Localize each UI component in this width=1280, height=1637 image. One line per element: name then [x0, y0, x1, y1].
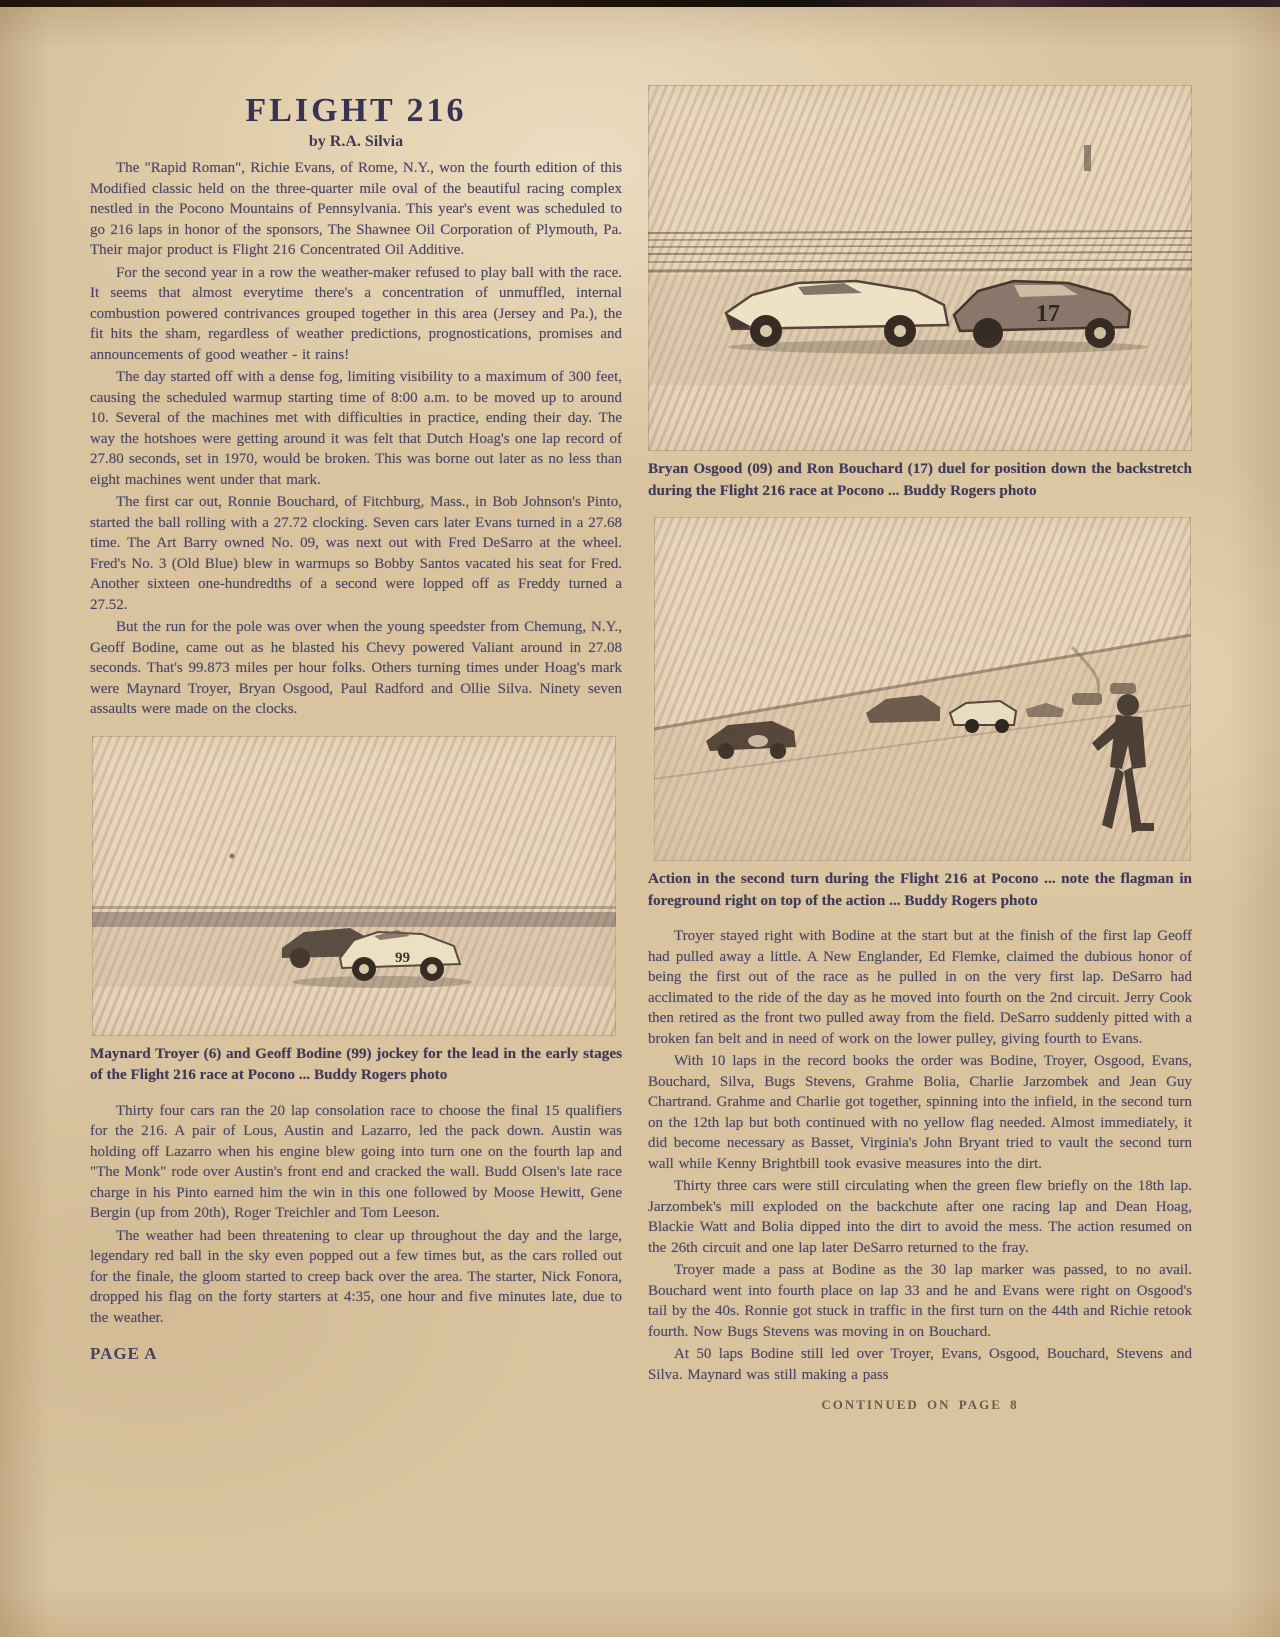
car-number-label: 99	[395, 949, 410, 966]
pole-marker	[1084, 145, 1091, 171]
car-shadow	[292, 976, 472, 988]
body-paragraph: With 10 laps in the record books the order was Bodine, Troyer, Osgood, Evans, Bouchard, Silva, Bugs Stevens, Grahme Bolia, Charlie Jarzombek and Jean Guy Chartrand. Grahme and Charlie got together, spinning into the infield, in the second turn on the 12th lap but both continued with no yellow flag needed. Almost immediately, it did become necessary as Basset, Virginia's John Bryant tried to vault the second turn wall while Kenny Brightbill took evasive measures into the dirt.	[648, 1053, 1192, 1172]
body-paragraph: For the second year in a row the weather-maker refused to play ball with the race. It seems that almost everytime there's a concentration of unmuffled, internal combustion powered contrivances grouped together in this area (Jersey and Pa.), the fit hits the sham, regardless of weather predictions, prognostications, promises and announcements of good weather - it rains!	[90, 264, 622, 363]
scan-speck	[230, 853, 235, 858]
body-paragraph: Troyer made a pass at Bodine as the 30 lap marker was passed, to no avail. Bouchard went into fourth place on lap 33 and he and Evans were right on Osgood's tail by the 40s. Ronnie got stuck in traffic in the first turn on the 44th and Richie retook fourth. Now Bugs Stevens was moving in on Bouchard.	[648, 1262, 1192, 1340]
photo-caption: Maynard Troyer (6) and Geoff Bodine (99) jockey for the lead in the early stages of the Flight 216 race at Pocono ... Buddy Rogers photo	[90, 1044, 622, 1083]
body-paragraph: At 50 laps Bodine still led over Troyer, Evans, Osgood, Bouchard, Stevens and Silva. Maynard was still making a pass	[648, 1346, 1192, 1383]
body-paragraph: Thirty four cars ran the 20 lap consolation race to choose the final 15 qualifiers for the 216. A pair of Lous, Austin and Lazarro, led the pack down. Austin was holding off Lazarro when his engine blew going into turn one on the fourth lap and "The Monk" rode over Austin's front end and cracked the wall. Budd Olsen's late race charge in his Pinto earned him the win in this one followed by Moose Hewitt, Gene Bergin (up from 20th), Roger Treichler and Tom Leeson.	[90, 1102, 622, 1221]
horizon-band	[92, 912, 616, 927]
photo-second-turn-action	[654, 517, 1191, 861]
car-shadow	[728, 340, 1148, 354]
photo-illustration	[654, 517, 1191, 861]
body-paragraph: The day started off with a dense fog, limiting visibility to a maximum of 300 feet, causing the scheduled warmup starting time of 8:00 a.m. to be moved up to around 10. Several of the machines met with difficulties in practice, ending their day. The way the hotshoes were getting around it was felt that Dutch Hoag's one lap record of 27.80 seconds, set in 1970, would be broken. This was borne out later as no less than eight machines went under that mark.	[90, 369, 622, 488]
photo-troyer-bodine-duel	[92, 736, 616, 1036]
photo-caption: Action in the second turn during the Flight 216 at Pocono ... note the flagman in foreground right on top of the action ... Buddy Rogers photo	[648, 870, 1192, 909]
article-byline: by R.A. Silvia	[308, 133, 404, 150]
body-paragraph: But the run for the pole was over when the young speedster from Chemung, N.Y., Geoff Bodine, came out as he blasted his Chevy powered Valiant around in 27.08 seconds. That's 99.873 miles per hour folks. Others turning times under Hoag's mark were Maynard Troyer, Bryan Osgood, Paul Radford and Ollie Silva. Ninety seven assaults were made on the clocks.	[90, 619, 622, 717]
continued-on-page-note: CONTINUED ON PAGE 8	[821, 1397, 1019, 1412]
body-paragraph: Thirty three cars were still circulating when the green flew briefly on the 18th lap. Jarzombek's mill exploded on the backchute after one racing lap and Dean Hoag, Blackie Watt and Bolia dipped into the dirt to avoid the mess. The action resumed on the 26th circuit and one lap later DeSarro returned to the fray.	[648, 1178, 1192, 1256]
body-paragraph: The first car out, Ronnie Bouchard, of Fitchburg, Mass., in Bob Johnson's Pinto, started the ball rolling with a 27.72 clocking. Seven cars later Evans turned in a 27.68 time. The Art Barry owned No. 09, was next out with Fred DeSarro at the wheel. Fred's No. 3 (Old Blue) blew in warmups so Bobby Santos vacated his seat for Fred. Another sixteen one-hundredths of a second were lopped off as Freddy turned a 27.52.	[90, 494, 622, 613]
left-column	[90, 92, 622, 1364]
photo-backstretch-duel	[648, 85, 1192, 451]
fence-lines	[648, 231, 1192, 271]
photo-illustration	[648, 85, 1192, 451]
body-paragraph: The "Rapid Roman", Richie Evans, of Rome, N.Y., won the fourth edition of this Modified classic held on the three-quarter mile oval of the beautiful racing complex nestled in the Pocono Mountains of Pennsylvania. This year's event was scheduled to go 216 laps in honor of the sponsors, The Shawnee Oil Corporation of Plymouth, Pa. Their major product is Flight 216 Concentrated Oil Additive.	[90, 160, 622, 258]
photo-caption: Bryan Osgood (09) and Ron Bouchard (17) duel for position down the backstretch during the Flight 216 race at Pocono ... Buddy Rogers photo	[648, 460, 1192, 499]
page-number: PAGE A	[90, 1344, 158, 1363]
right-column	[648, 85, 1192, 1413]
horizon-line	[92, 906, 616, 909]
body-paragraph: Troyer stayed right with Bodine at the start but at the finish of the first lap Geoff had pulled away a little. A New Englander, Ed Flemke, claimed the dubious honor of being the first out of the race as he pulled in on the very first lap. DeSarro had acclimated to the ride of the day as he moved into fourth on the 2nd circuit. Jerry Cook then retired as the front two pulled away from the field. DeSarro suddenly pitted with a broken fan belt and in need of work on the lower pulley, giving fourth to Evans.	[648, 928, 1192, 1047]
scan-edge-strip	[0, 0, 1280, 7]
car-number-label: 17	[1036, 301, 1060, 327]
article-title: FLIGHT 216	[245, 92, 467, 129]
body-paragraph: The weather had been threatening to clear up throughout the day and the large, legendary red ball in the sky even popped out a few times but, as the cars rolled out for the finale, the gloom started to creep back over the area. The starter, Nick Fonora, dropped his flag on the forty starters at 4:35, one hour and five minutes late, due to the weather.	[90, 1227, 622, 1326]
photo-illustration	[92, 736, 616, 1036]
